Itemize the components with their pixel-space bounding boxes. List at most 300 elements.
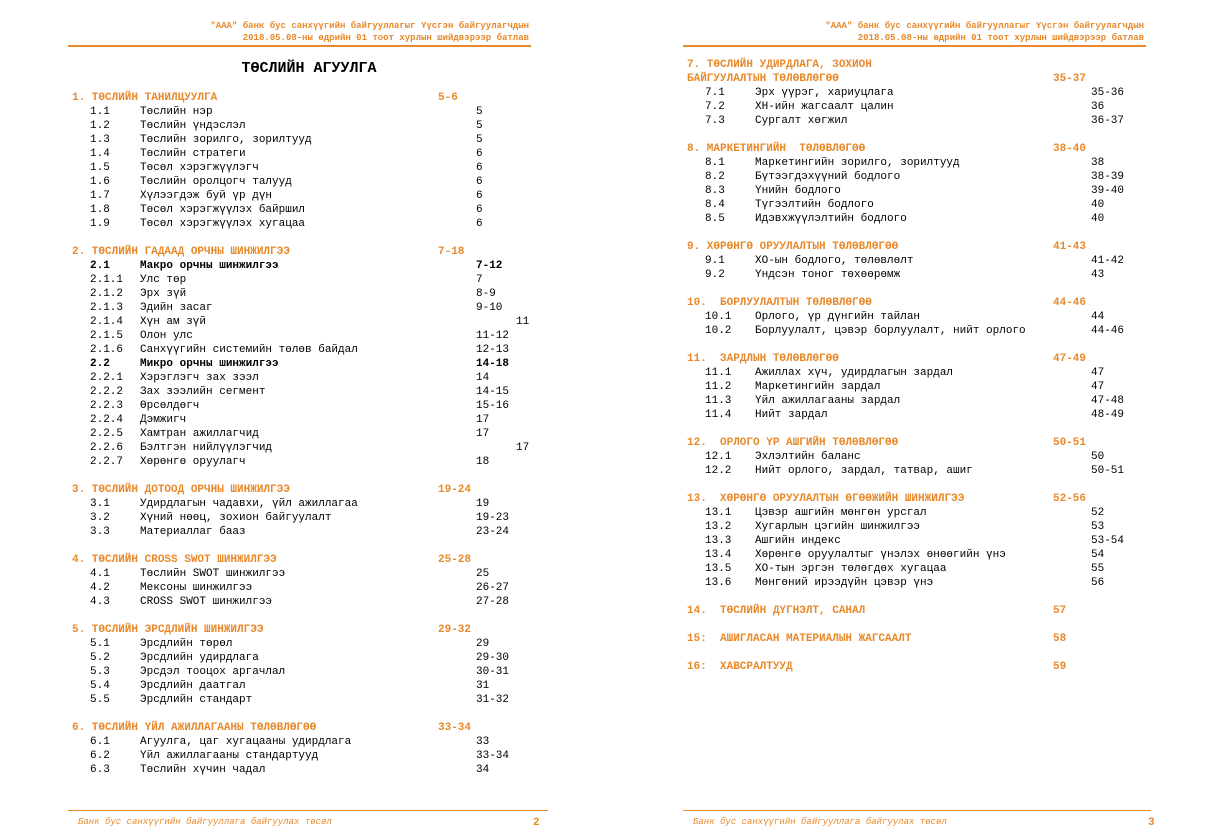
toc-item-pages: 53 xyxy=(1091,521,1105,533)
toc-item-pages: 38-39 xyxy=(1091,171,1125,183)
toc-item-number: 13.4 xyxy=(705,549,732,561)
toc-item-label: Эрсдлийн даатгал xyxy=(140,680,246,692)
toc-item-pages: 11-12 xyxy=(476,330,510,342)
page-number: 3 xyxy=(1148,817,1155,829)
toc-item-label: Агуулга, цаг хугацааны удирдлага xyxy=(140,736,352,748)
toc-section-label: 15: АШИГЛАСАН МАТЕРИАЛЫН ЖАГСААЛТ xyxy=(687,633,912,645)
toc-section-pages: 59 xyxy=(1053,661,1067,673)
toc-section-label: 14. ТӨСЛИЙН ДҮГНЭЛТ, САНАЛ xyxy=(687,605,866,617)
toc-item-pages: 56 xyxy=(1091,577,1105,589)
toc-item-number: 8.5 xyxy=(705,213,725,225)
toc-item-number: 2.2.6 xyxy=(90,442,124,454)
toc-item-number: 5.5 xyxy=(90,694,110,706)
toc-section-row xyxy=(687,352,1157,366)
toc-row xyxy=(72,259,552,273)
toc-row xyxy=(687,394,1157,408)
toc-item-pages: 47 xyxy=(1091,381,1105,393)
toc-item-number: 1.3 xyxy=(90,134,110,146)
toc-item-pages: 5 xyxy=(476,106,483,118)
toc-item-pages: 17 xyxy=(476,428,490,440)
toc-row xyxy=(72,301,552,315)
toc-item-number: 6.3 xyxy=(90,764,110,776)
toc-item-number: 8.2 xyxy=(705,171,725,183)
toc-item-pages: 40 xyxy=(1091,199,1105,211)
toc-item-label: Маркетингийн зорилго, зорилтууд xyxy=(755,157,960,169)
toc-row xyxy=(72,497,552,511)
toc-section-pages: 35-37 xyxy=(1053,73,1087,85)
toc-row xyxy=(72,329,552,343)
toc-item-pages: 15-16 xyxy=(476,400,510,412)
toc-row xyxy=(72,371,552,385)
toc-row xyxy=(72,651,552,665)
toc-item-pages: 50-51 xyxy=(1091,465,1125,477)
toc-item-label: Идэвхжүүлэлтийн бодлого xyxy=(755,213,907,225)
toc-section-row xyxy=(687,632,1157,646)
toc-row xyxy=(72,175,552,189)
toc-row xyxy=(687,562,1157,576)
toc-section-row xyxy=(72,623,552,637)
toc-row xyxy=(72,133,552,147)
toc-item-number: 1.6 xyxy=(90,176,110,188)
toc-item-number: 4.2 xyxy=(90,582,110,594)
toc-row xyxy=(72,637,552,651)
toc-item-number: 6.2 xyxy=(90,750,110,762)
toc-item-number: 2.1.6 xyxy=(90,344,124,356)
toc-item-label: Үнийн бодлого xyxy=(755,185,841,197)
toc-section-label: 2. ТӨСЛИЙН ГАДААД ОРЧНЫ ШИНЖИЛГЭЭ xyxy=(72,246,290,258)
approval-header xyxy=(0,20,529,44)
toc-item-pages: 7-12 xyxy=(476,260,503,272)
toc-section-row xyxy=(72,721,552,735)
toc-section-row xyxy=(687,240,1157,254)
toc-item-number: 5.1 xyxy=(90,638,110,650)
toc-row xyxy=(72,749,552,763)
toc-item-label: ХН-ийн жагсаалт цалин xyxy=(755,101,894,113)
footer-text: Банк бус санхүүгийн байгууллага байгуулах төсөл xyxy=(78,817,332,827)
toc-row xyxy=(687,310,1157,324)
toc-item-pages: 19 xyxy=(476,498,490,510)
toc-section-pages: 47-49 xyxy=(1053,353,1087,365)
toc-item-pages: 9-10 xyxy=(476,302,503,314)
toc-row xyxy=(687,506,1157,520)
toc-item-label: Эрсдэл тооцох аргачлал xyxy=(140,666,286,678)
toc-item-label: Материаллаг бааз xyxy=(140,526,246,538)
toc-section-pages: 44-46 xyxy=(1053,297,1087,309)
toc-item-number: 13.3 xyxy=(705,535,732,547)
toc-item-number: 10.2 xyxy=(705,325,732,337)
toc-item-number: 13.2 xyxy=(705,521,732,533)
toc-item-label: Мексоны шинжилгээ xyxy=(140,582,253,594)
toc-item-label: Эдийн засаг xyxy=(140,302,213,314)
toc-item-label: Түгээлтийн бодлого xyxy=(755,199,874,211)
toc-item-pages: 5 xyxy=(476,120,483,132)
toc-section-label: 5. ТӨСЛИЙН ЭРСДЛИЙН ШИНЖИЛГЭЭ xyxy=(72,624,264,636)
toc-row xyxy=(687,254,1157,268)
toc-row xyxy=(687,576,1157,590)
page-right xyxy=(599,0,1205,833)
toc-item-label: Төсөл хэрэгжүүлэгч xyxy=(140,162,259,174)
toc-section-row xyxy=(72,91,552,105)
toc-row xyxy=(687,324,1157,338)
toc-item-number: 7.3 xyxy=(705,115,725,127)
toc-row xyxy=(72,567,552,581)
toc-section-label: 1. ТӨСЛИЙН ТАНИЛЦУУЛГА xyxy=(72,92,218,104)
toc-item-number: 7.1 xyxy=(705,87,725,99)
toc-item-number: 4.3 xyxy=(90,596,110,608)
toc-row xyxy=(72,385,552,399)
header-line-2: 2018.05.08-ны өдрийн 01 тоот хурлын шийдвэрээр батлав xyxy=(857,33,1144,43)
toc-item-label: Төсөл хэрэгжүүлэх хугацаа xyxy=(140,218,306,230)
page-title: ТӨСЛИЙН АГУУЛГА xyxy=(241,60,377,77)
toc-item-pages: 6 xyxy=(476,218,483,230)
toc-item-label: Хөрөнгө оруулалтыг үнэлэх өнөөгийн үнэ xyxy=(755,549,1006,561)
toc-item-label: Хүлээгдэж буй үр дүн xyxy=(140,190,273,202)
toc-row xyxy=(72,273,552,287)
toc-item-pages: 31 xyxy=(476,680,490,692)
toc-item-number: 8.4 xyxy=(705,199,725,211)
toc-row xyxy=(72,161,552,175)
toc-section-row xyxy=(687,296,1157,310)
toc-item-number: 2.2.1 xyxy=(90,372,124,384)
toc-item-pages: 29-30 xyxy=(476,652,510,664)
toc-item-pages: 5 xyxy=(476,134,483,146)
toc-item-pages: 6 xyxy=(476,204,483,216)
toc-item-pages: 33 xyxy=(476,736,490,748)
toc-row xyxy=(687,156,1157,170)
footer-rule xyxy=(68,810,548,811)
toc-item-label: Цэвэр ашгийн мөнгөн урсгал xyxy=(755,507,927,519)
toc-item-label: Хамтран ажиллагчид xyxy=(140,428,259,440)
toc-row xyxy=(687,520,1157,534)
toc-item-pages: 17 xyxy=(476,414,490,426)
toc-section-label: 16: ХАВСРАЛТУУД xyxy=(687,661,793,673)
header-line-2: 2018.05.08-ны өдрийн 01 тоот хурлын шийдвэрээр батлав xyxy=(242,33,529,43)
toc-row xyxy=(72,679,552,693)
toc-item-pages: 33-34 xyxy=(476,750,510,762)
toc-row xyxy=(687,170,1157,184)
toc-row xyxy=(72,525,552,539)
toc-item-label: Эрсдлийн удирдлага xyxy=(140,652,259,664)
toc-section-label: 6. ТӨСЛИЙН ҮЙЛ АЖИЛЛАГААНЫ ТӨЛӨВЛӨГӨӨ xyxy=(72,722,317,734)
toc-section-pages: 19-24 xyxy=(438,484,472,496)
toc-item-pages: 26-27 xyxy=(476,582,510,594)
toc-row xyxy=(72,581,552,595)
toc-item-label: Олон улс xyxy=(140,330,193,342)
toc-item-pages: 36-37 xyxy=(1091,115,1125,127)
toc-item-pages: 54 xyxy=(1091,549,1105,561)
toc-item-pages: 12-13 xyxy=(476,344,510,356)
toc-item-label: Төслийн оролцогч талууд xyxy=(140,176,292,188)
toc-row xyxy=(687,114,1157,128)
toc-row xyxy=(687,464,1157,478)
toc-item-label: Төслийн стратеги xyxy=(140,148,246,160)
toc-item-number: 13.1 xyxy=(705,507,732,519)
toc-item-number: 13.6 xyxy=(705,577,732,589)
toc-item-number: 1.5 xyxy=(90,162,110,174)
toc-item-label: Зах зээлийн сегмент xyxy=(140,386,266,398)
toc-item-label: Төслийн үндэслэл xyxy=(140,120,246,132)
toc-item-number: 5.3 xyxy=(90,666,110,678)
toc-item-number: 2.2.3 xyxy=(90,400,124,412)
page-left xyxy=(0,0,598,833)
toc-item-number: 11.2 xyxy=(705,381,732,393)
toc-section-pages: 25-28 xyxy=(438,554,472,566)
toc-item-pages: 19-23 xyxy=(476,512,510,524)
toc-section-row xyxy=(72,483,552,497)
toc-row xyxy=(72,735,552,749)
toc-item-number: 2.2.2 xyxy=(90,386,124,398)
toc-row xyxy=(72,203,552,217)
toc-item-number: 2.1.2 xyxy=(90,288,124,300)
toc-item-label: Улс төр xyxy=(140,274,187,286)
toc-row xyxy=(687,366,1157,380)
toc-item-number: 12.2 xyxy=(705,465,732,477)
toc-item-label: Хэрэглэгч зах зээл xyxy=(140,372,259,384)
toc-item-number: 6.1 xyxy=(90,736,110,748)
toc-item-number: 8.3 xyxy=(705,185,725,197)
toc-item-pages: 48-49 xyxy=(1091,409,1125,421)
toc-row xyxy=(72,315,552,329)
toc-row xyxy=(687,548,1157,562)
toc-section-label: 7. ТӨСЛИЙН УДИРДЛАГА, ЗОХИОН xyxy=(687,59,872,71)
toc-item-pages: 34 xyxy=(476,764,490,776)
toc-item-number: 1.4 xyxy=(90,148,110,160)
toc-item-pages: 35-36 xyxy=(1091,87,1125,99)
toc-section-label: 3. ТӨСЛИЙН ДОТООД ОРЧНЫ ШИНЖИЛГЭЭ xyxy=(72,484,290,496)
toc-item-number: 7.2 xyxy=(705,101,725,113)
toc-item-label: Төслийн хүчин чадал xyxy=(140,764,266,776)
toc-item-pages: 7 xyxy=(476,274,483,286)
toc-row xyxy=(72,595,552,609)
toc-section-label: БАЙГУУЛАЛТЫН ТӨЛӨВЛӨГӨӨ xyxy=(687,73,839,85)
toc-section-pages: 50-51 xyxy=(1053,437,1087,449)
toc-item-number: 2.2.5 xyxy=(90,428,124,440)
toc-item-number: 11.4 xyxy=(705,409,732,421)
toc-row xyxy=(72,189,552,203)
toc-item-number: 5.4 xyxy=(90,680,110,692)
toc-item-label: Эрсдлийн төрөл xyxy=(140,638,233,650)
toc-row xyxy=(72,399,552,413)
toc-item-number: 5.2 xyxy=(90,652,110,664)
toc-item-label: Маркетингийн зардал xyxy=(755,381,881,393)
toc-row xyxy=(72,217,552,231)
toc-item-pages: 53-54 xyxy=(1091,535,1125,547)
toc-section-row xyxy=(687,660,1157,674)
toc-item-number: 2.2 xyxy=(90,358,110,370)
toc-item-label: Борлуулалт, цэвэр борлуулалт, нийт орлого xyxy=(755,325,1026,337)
toc-item-number: 4.1 xyxy=(90,568,110,580)
toc-item-number: 3.3 xyxy=(90,526,110,538)
toc-item-label: Үндсэн тоног төхөөрөмж xyxy=(755,269,901,281)
toc-section-label: 4. ТӨСЛИЙН CROSS SWOT ШИНЖИЛГЭЭ xyxy=(72,554,277,566)
toc-item-label: Санхүүгийн системийн төлөв байдал xyxy=(140,344,358,356)
toc-section-label: 13. ХӨРӨНГӨ ОРУУЛАЛТЫН ӨГӨӨЖИЙН ШИНЖИЛГЭЭ xyxy=(687,493,965,505)
toc-item-label: ХО-ын бодлого, төлөвлөлт xyxy=(755,255,914,267)
toc-item-label: Бүтээгдэхүүний бодлого xyxy=(755,171,901,183)
toc-row xyxy=(687,268,1157,282)
toc-item-label: Үйл ажиллагааны стандартууд xyxy=(140,750,319,762)
toc-section-row xyxy=(72,245,552,259)
toc-row xyxy=(72,287,552,301)
toc-item-pages: 29 xyxy=(476,638,490,650)
toc-item-pages: 41-42 xyxy=(1091,255,1125,267)
toc-section-label: 11. ЗАРДЛЫН ТӨЛӨВЛӨГӨӨ xyxy=(687,353,839,365)
toc-section-row xyxy=(687,72,1157,86)
toc-row xyxy=(72,119,552,133)
toc-item-pages: 47-48 xyxy=(1091,395,1125,407)
toc-item-pages: 6 xyxy=(476,190,483,202)
toc-item-label: Төслийн SWOT шинжилгээ xyxy=(140,568,286,580)
toc-item-pages: 14-18 xyxy=(476,358,510,370)
toc-item-number: 1.1 xyxy=(90,106,110,118)
toc-item-pages: 50 xyxy=(1091,451,1105,463)
toc-item-number: 1.7 xyxy=(90,190,110,202)
toc-item-label: Эрсдлийн стандарт xyxy=(140,694,253,706)
toc-item-number: 8.1 xyxy=(705,157,725,169)
toc-row xyxy=(687,100,1157,114)
toc-row xyxy=(687,198,1157,212)
toc-row xyxy=(72,455,552,469)
toc-item-number: 13.5 xyxy=(705,563,732,575)
toc-item-pages: 52 xyxy=(1091,507,1105,519)
toc-item-label: Эрх зүй xyxy=(140,288,187,300)
toc-item-label: Нийт зардал xyxy=(755,409,828,421)
footer-text: Банк бус санхүүгийн байгууллага байгуулах төсөл xyxy=(693,817,947,827)
header-rule xyxy=(683,45,1146,47)
toc-item-label: Бэлтгэн нийлүүлэгчид xyxy=(140,442,273,454)
toc-section-row xyxy=(72,553,552,567)
toc-item-label: Хүн ам зүй xyxy=(140,316,207,328)
toc-item-label: CROSS SWOT шинжилгээ xyxy=(140,596,273,608)
toc-item-pages: 27-28 xyxy=(476,596,510,608)
page-number: 2 xyxy=(533,817,540,829)
toc-item-number: 1.9 xyxy=(90,218,110,230)
toc-item-number: 2.1.4 xyxy=(90,316,124,328)
toc-section-label: 10. БОРЛУУЛАЛТЫН ТӨЛӨВЛӨГӨӨ xyxy=(687,297,872,309)
toc-row xyxy=(72,665,552,679)
toc-item-pages: 6 xyxy=(476,176,483,188)
toc-item-label: Төсөл хэрэгжүүлэх байршил xyxy=(140,204,306,216)
toc-row xyxy=(72,343,552,357)
toc-item-label: Төслийн нэр xyxy=(140,106,213,118)
toc-item-pages: 47 xyxy=(1091,367,1105,379)
toc-item-label: Орлого, үр дүнгийн тайлан xyxy=(755,311,921,323)
toc-item-label: ХО-тын эргэн төлөгдөх хугацаа xyxy=(755,563,947,575)
toc-row xyxy=(72,427,552,441)
toc-item-number: 2.1 xyxy=(90,260,110,272)
toc-item-number: 11.3 xyxy=(705,395,732,407)
toc-section-row xyxy=(687,142,1157,156)
toc-item-number: 3.2 xyxy=(90,512,110,524)
toc-item-pages: 14 xyxy=(476,372,490,384)
toc-item-label: Хүний нөөц, зохион байгуулалт xyxy=(140,512,332,524)
toc-section-pages: 38-40 xyxy=(1053,143,1087,155)
toc-item-pages: 44 xyxy=(1091,311,1105,323)
toc-item-pages: 18 xyxy=(476,456,490,468)
toc-row xyxy=(687,86,1157,100)
toc-item-label: Микро орчны шинжилгээ xyxy=(140,358,279,370)
toc-item-pages: 25 xyxy=(476,568,490,580)
toc-section-label: 9. ХӨРӨНГӨ ОРУУЛАЛТЫН ТӨЛӨВЛӨГӨӨ xyxy=(687,241,899,253)
toc-item-pages: 11 xyxy=(516,316,530,328)
toc-item-pages: 30-31 xyxy=(476,666,510,678)
toc-row xyxy=(687,380,1157,394)
toc-section-pages: 58 xyxy=(1053,633,1067,645)
toc-item-pages: 14-15 xyxy=(476,386,510,398)
toc-item-number: 11.1 xyxy=(705,367,732,379)
toc-section-pages: 57 xyxy=(1053,605,1067,617)
toc-row xyxy=(72,693,552,707)
toc-row xyxy=(687,450,1157,464)
toc-section-row xyxy=(687,436,1157,450)
toc-item-number: 2.1.3 xyxy=(90,302,124,314)
toc-section-pages: 29-32 xyxy=(438,624,472,636)
header-line-1: "ААА" банк бус санхүүгийн байгууллагыг Үүсгэн байгуулагчдын xyxy=(825,21,1144,31)
toc-row xyxy=(72,511,552,525)
toc-item-number: 12.1 xyxy=(705,451,732,463)
toc-item-pages: 8-9 xyxy=(476,288,496,300)
toc-item-number: 2.2.7 xyxy=(90,456,124,468)
toc-item-pages: 6 xyxy=(476,162,483,174)
toc-item-pages: 44-46 xyxy=(1091,325,1125,337)
toc-item-number: 9.2 xyxy=(705,269,725,281)
toc-item-label: Ажиллах хүч, удирдлагын зардал xyxy=(755,367,954,379)
toc-item-pages: 38 xyxy=(1091,157,1105,169)
toc-item-label: Үйл ажиллагааны зардал xyxy=(755,395,901,407)
toc-section-label: 8. МАРКЕТИНГИЙН ТӨЛӨВЛӨГӨӨ xyxy=(687,143,866,155)
toc-section-pages: 33-34 xyxy=(438,722,472,734)
footer-rule xyxy=(683,810,1151,811)
toc-item-number: 1.8 xyxy=(90,204,110,216)
toc-item-label: Хугарлын цэгийн шинжилгээ xyxy=(755,521,921,533)
toc-row xyxy=(72,105,552,119)
toc-item-pages: 31-32 xyxy=(476,694,510,706)
toc-section-row xyxy=(687,604,1157,618)
toc-item-label: Төслийн зорилго, зорилтууд xyxy=(140,134,312,146)
toc-row xyxy=(687,534,1157,548)
toc-item-label: Эхлэлтийн баланс xyxy=(755,451,861,463)
toc-item-label: Ашгийн индекс xyxy=(755,535,841,547)
toc-section-row xyxy=(687,58,1157,72)
toc-row xyxy=(72,413,552,427)
header-line-1: "ААА" банк бус санхүүгийн байгууллагыг Үүсгэн байгуулагчдын xyxy=(210,21,529,31)
toc-section-label: 12. ОРЛОГО ҮР АШГИЙН ТӨЛӨВЛӨГӨӨ xyxy=(687,437,899,449)
toc-item-label: Сургалт хөгжил xyxy=(755,115,848,127)
toc-row xyxy=(72,357,552,371)
toc-row xyxy=(687,408,1157,422)
toc-section-pages: 52-56 xyxy=(1053,493,1087,505)
toc-section-row xyxy=(687,492,1157,506)
toc-row xyxy=(72,441,552,455)
toc-section-pages: 41-43 xyxy=(1053,241,1087,253)
toc-item-number: 2.1.5 xyxy=(90,330,124,342)
toc-item-number: 2.2.4 xyxy=(90,414,124,426)
toc-item-pages: 40 xyxy=(1091,213,1105,225)
toc-item-pages: 43 xyxy=(1091,269,1105,281)
toc-item-number: 10.1 xyxy=(705,311,732,323)
toc-item-label: Дэмжигч xyxy=(140,414,187,426)
toc-item-label: Өрсөлдөгч xyxy=(140,400,200,412)
toc-item-pages: 6 xyxy=(476,148,483,160)
toc-item-label: Макро орчны шинжилгээ xyxy=(140,260,279,272)
toc-item-number: 9.1 xyxy=(705,255,725,267)
toc-item-number: 1.2 xyxy=(90,120,110,132)
approval-header xyxy=(599,20,1144,44)
toc-section-pages: 5-6 xyxy=(438,92,458,104)
toc-section-pages: 7-18 xyxy=(438,246,465,258)
toc-item-label: Хөрөнгө оруулагч xyxy=(140,456,246,468)
header-rule xyxy=(68,45,531,47)
